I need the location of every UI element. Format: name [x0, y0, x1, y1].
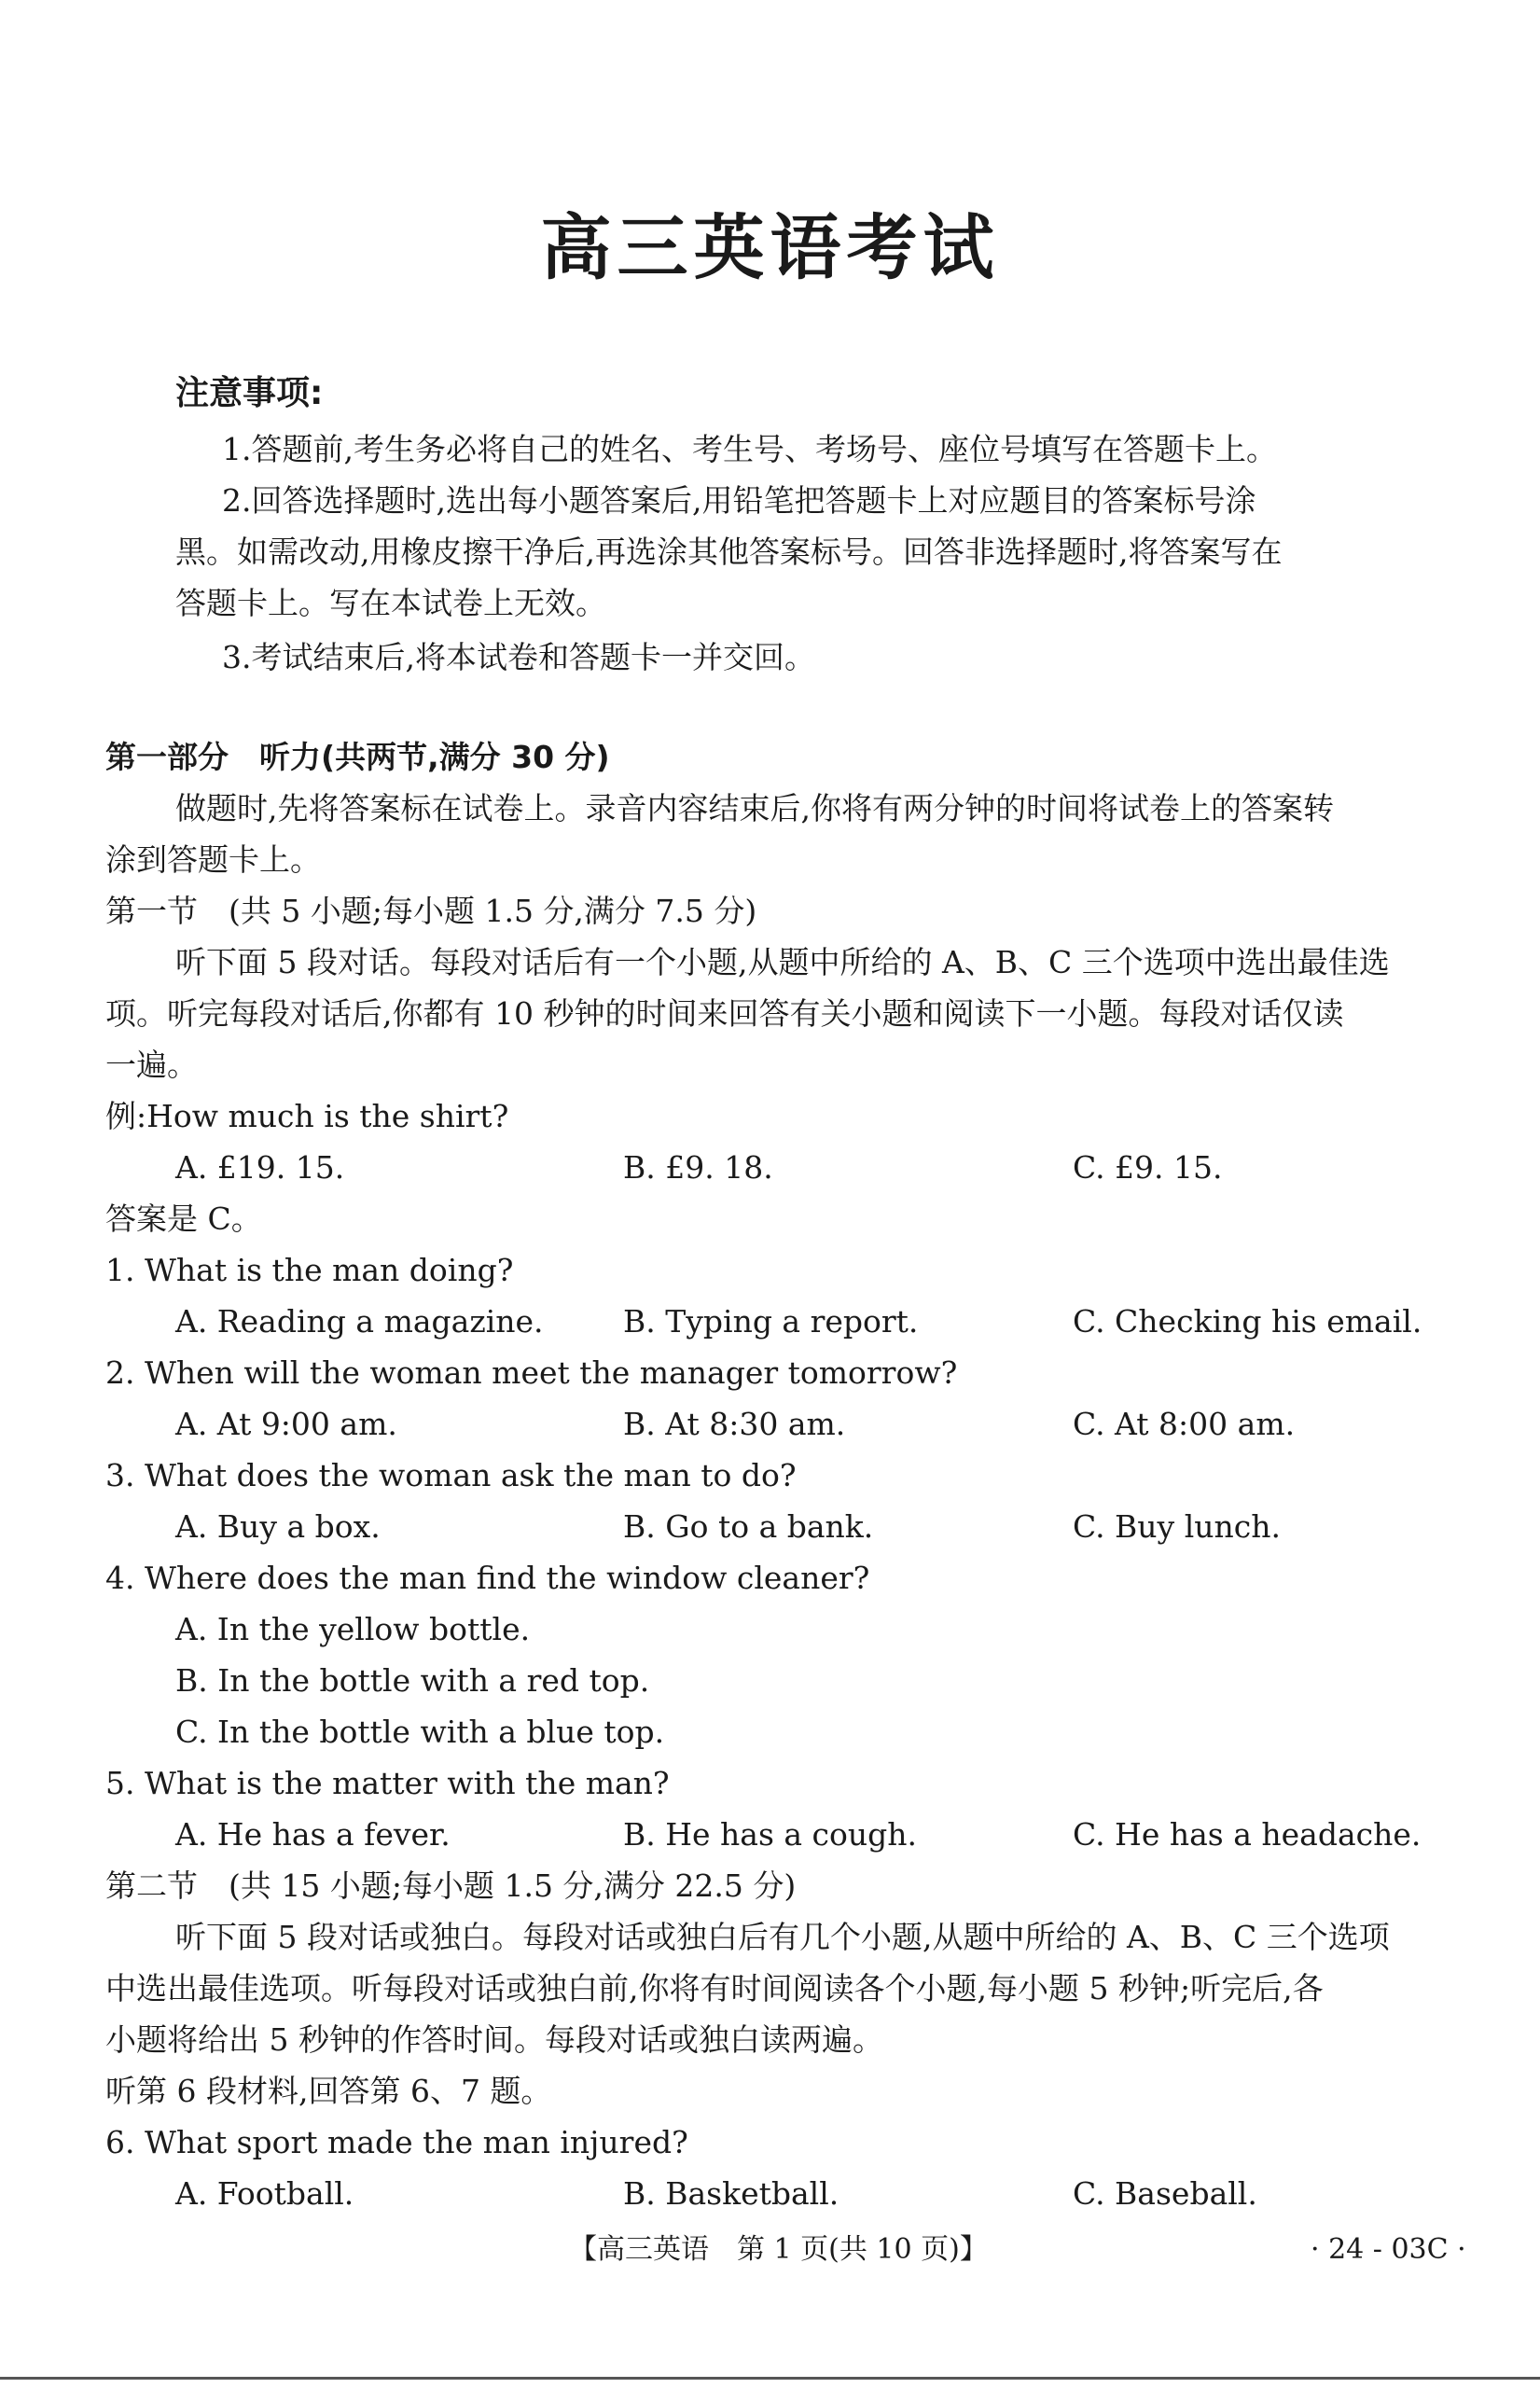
question-4-option-a: A. In the yellow bottle. — [175, 1611, 531, 1647]
notice-heading: 注意事项: — [175, 374, 324, 412]
notice-item-2-line-2: 黑。如需改动,用橡皮擦干净后,再选涂其他答案标号。回答非选择题时,将答案写在 — [175, 534, 1283, 570]
footer-page-label: 【高三英语 第 1 页(共 10 页)】 — [569, 2233, 988, 2266]
question-3-option-c: C. Buy lunch. — [1073, 1508, 1281, 1545]
question-4: 4. Where does the man find the window cleaner? — [105, 1560, 870, 1596]
section1-heading: 第一节 (共 5 小题;每小题 1.5 分,满分 7.5 分) — [105, 893, 757, 929]
question-3-option-b: B. Go to a bank. — [623, 1508, 874, 1545]
question-2-option-c: C. At 8:00 am. — [1073, 1406, 1296, 1442]
question-1-option-b: B. Typing a report. — [623, 1303, 919, 1340]
notice-item-2-line-1: 2.回答选择题时,选出每小题答案后,用铅笔把答题卡上对应题目的答案标号涂 — [222, 482, 1256, 519]
question-3-option-a: A. Buy a box. — [175, 1508, 381, 1545]
question-6: 6. What sport made the man injured? — [105, 2124, 688, 2160]
question-6-option-b: B. Basketball. — [623, 2175, 839, 2212]
section2-intro-line-3: 小题将给出 5 秒钟的作答时间。每段对话或独白读两遍。 — [105, 2021, 883, 2058]
question-4-option-b: B. In the bottle with a red top. — [175, 1662, 650, 1699]
question-1-option-a: A. Reading a magazine. — [175, 1303, 544, 1340]
question-5: 5. What is the matter with the man? — [105, 1765, 670, 1801]
part1-intro-line-1: 做题时,先将答案标在试卷上。录音内容结束后,你将有两分钟的时间将试卷上的答案转 — [175, 790, 1334, 826]
question-6-option-c: C. Baseball. — [1073, 2175, 1257, 2212]
exam-title: 高三英语考试 — [540, 206, 1000, 289]
question-3: 3. What does the woman ask the man to do? — [105, 1457, 797, 1493]
notice-item-2-line-3: 答题卡上。写在本试卷上无效。 — [175, 585, 606, 621]
section1-intro-line-2: 项。听完每段对话后,你都有 10 秒钟的时间来回答有关小题和阅读下一小题。每段对话仅读 — [105, 995, 1344, 1032]
question-2-option-a: A. At 9:00 am. — [175, 1406, 397, 1442]
question-5-option-b: B. He has a cough. — [623, 1816, 918, 1853]
question-1: 1. What is the man doing? — [105, 1252, 514, 1288]
question-2: 2. When will the woman meet the manager tomorrow? — [105, 1354, 958, 1391]
part1-heading: 第一部分 听力(共两节,满分 30 分) — [105, 739, 610, 775]
question-4-option-c: C. In the bottle with a blue top. — [175, 1714, 665, 1750]
question-5-option-c: C. He has a headache. — [1073, 1816, 1422, 1853]
footer-code: · 24 - 03C · — [1311, 2233, 1466, 2266]
material-6-instruction: 听第 6 段材料,回答第 6、7 题。 — [105, 2073, 552, 2109]
bottom-rule — [0, 2377, 1540, 2380]
example-option-c: C. £9. 15. — [1073, 1149, 1223, 1186]
section1-intro-line-1: 听下面 5 段对话。每段对话后有一个小题,从题中所给的 A、B、C 三个选项中选出最佳选 — [175, 944, 1390, 980]
example-option-b: B. £9. 18. — [623, 1149, 773, 1186]
section2-intro-line-1: 听下面 5 段对话或独白。每段对话或独白后有几个小题,从题中所给的 A、B、C 三个选项 — [175, 1919, 1390, 1955]
question-5-option-a: A. He has a fever. — [175, 1816, 451, 1853]
notice-item-3: 3.考试结束后,将本试卷和答题卡一并交回。 — [222, 639, 815, 675]
part1-intro-line-2: 涂到答题卡上。 — [105, 841, 321, 878]
question-2-option-b: B. At 8:30 am. — [623, 1406, 846, 1442]
section2-heading: 第二节 (共 15 小题;每小题 1.5 分,满分 22.5 分) — [105, 1867, 797, 1904]
example-option-a: A. £19. 15. — [175, 1149, 345, 1186]
notice-item-1: 1.答题前,考生务必将自己的姓名、考生号、考场号、座位号填写在答题卡上。 — [222, 431, 1277, 467]
section2-intro-line-2: 中选出最佳选项。听每段对话或独白前,你将有时间阅读各个小题,每小题 5 秒钟;听完后,各 — [105, 1970, 1324, 2006]
section1-intro-line-3: 一遍。 — [105, 1047, 198, 1083]
example-question: 例:How much is the shirt? — [105, 1098, 509, 1134]
question-1-option-c: C. Checking his email. — [1073, 1303, 1422, 1340]
question-6-option-a: A. Football. — [175, 2175, 354, 2212]
example-answer: 答案是 C。 — [105, 1201, 262, 1237]
